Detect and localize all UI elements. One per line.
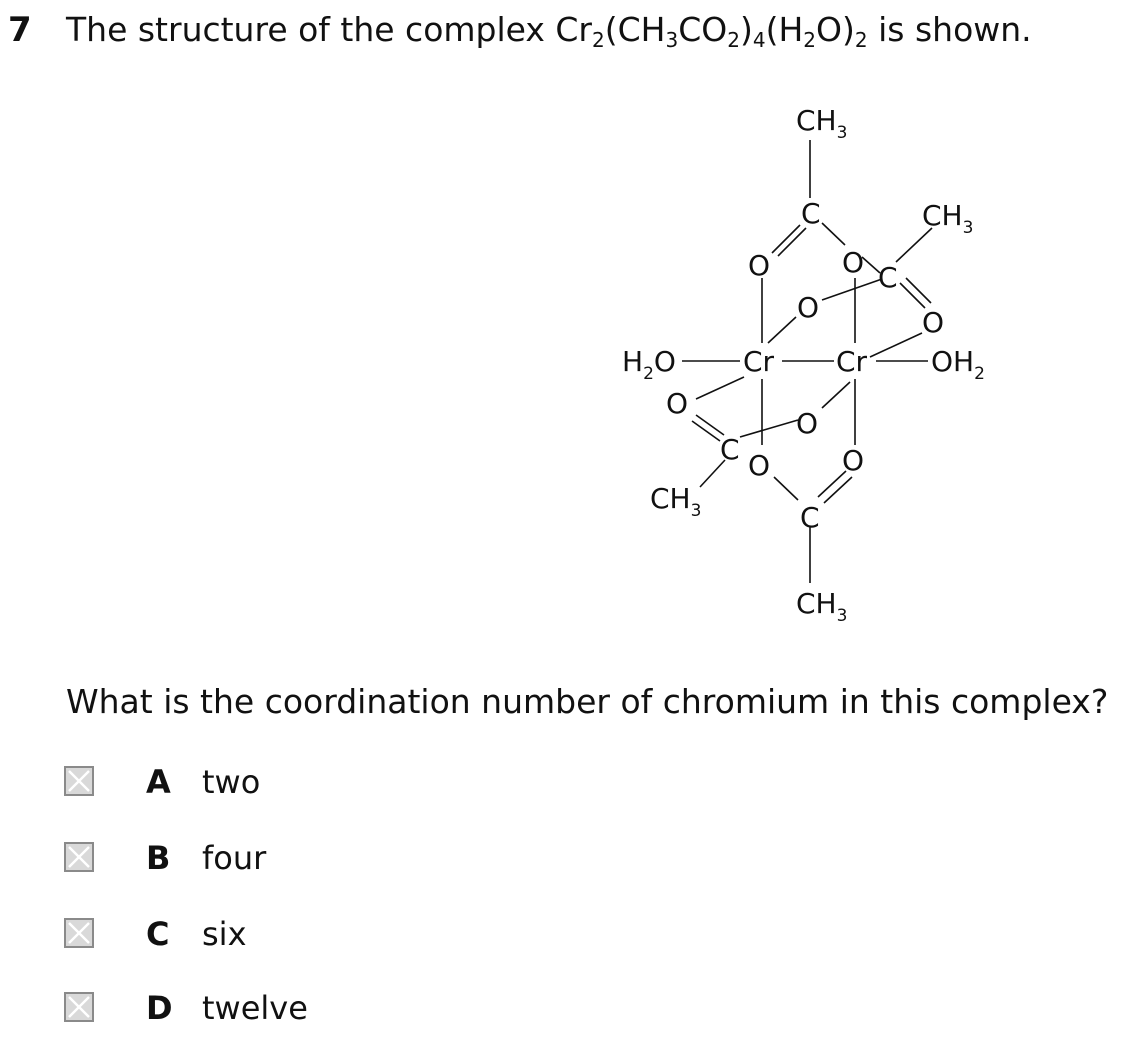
bond-c-ch3-right <box>896 228 932 262</box>
bond-c-o-right-a <box>900 283 925 308</box>
complex-structure-diagram <box>600 95 1020 635</box>
bond-c-o-top-right <box>822 223 845 245</box>
carbon-right: C <box>878 261 898 294</box>
option-text: six <box>202 915 247 953</box>
formula-segment: CO <box>678 10 728 49</box>
option-text: two <box>202 763 261 801</box>
formula-segment: ) <box>739 10 753 49</box>
stem-text-post: is shown. <box>867 10 1032 49</box>
oxygen-back-lower: O <box>796 407 819 440</box>
water-ligand-left: $H_2O$ <box>622 345 676 384</box>
methyl-left: $CH_3$ <box>650 482 702 521</box>
methyl-top: $CH_3$ <box>796 104 848 143</box>
bond-o-cr-back-lower <box>822 382 850 408</box>
option-letter: B <box>146 839 171 877</box>
bond-o-c-bottom-left <box>774 477 798 500</box>
bond-o-c-left-a <box>692 421 720 441</box>
methyl-right: $CH_3$ <box>922 199 974 238</box>
stem-text-pre: The structure of the complex Cr <box>66 10 593 49</box>
option-d[interactable] <box>64 986 464 1030</box>
bond-o-c-back-upper <box>822 279 882 300</box>
option-letter: D <box>146 989 173 1027</box>
formula-subscript: 2 <box>727 28 740 52</box>
question-number: 7 <box>8 10 32 50</box>
bond-c-o-right-b <box>906 278 931 303</box>
formula-subscript: 3 <box>665 28 679 52</box>
carbon-left: C <box>720 433 740 466</box>
chromium-left: Cr <box>743 345 775 378</box>
methyl-bottom: $CH_3$ <box>796 587 848 626</box>
formula-subscript: 2 <box>592 28 605 52</box>
option-letter: C <box>146 915 170 953</box>
formula-segment: (CH <box>604 10 666 49</box>
question-prompt: What is the coordination number of chromium in this complex? <box>66 682 1109 721</box>
option-letter: A <box>146 763 171 801</box>
oxygen-bottom-right: O <box>842 444 865 477</box>
option-a[interactable] <box>64 760 464 804</box>
formula-subscript: 2 <box>803 28 817 52</box>
chromium-right: Cr <box>836 345 868 378</box>
formula-subscript: 4 <box>752 28 766 52</box>
bond-o-c-left-b <box>696 415 724 435</box>
bond-cr-o-back-upper <box>768 317 796 343</box>
crossed-box-icon[interactable] <box>64 918 94 948</box>
bond-c-o-bottom-right-b <box>824 477 852 503</box>
bond-o-cr-right-side <box>870 333 922 357</box>
oxygen-top-right: O <box>842 246 865 279</box>
formula-segment: O) <box>816 10 855 49</box>
bond-c-o-back-lower <box>740 420 798 437</box>
question-stem <box>66 8 1032 52</box>
option-b[interactable] <box>64 836 464 880</box>
bond-cr-o-left-side <box>696 377 744 399</box>
option-text: twelve <box>202 989 308 1027</box>
carbon-top: C <box>801 197 821 230</box>
option-text: four <box>202 839 267 877</box>
crossed-box-icon[interactable] <box>64 766 94 796</box>
oxygen-top-left: O <box>748 249 771 282</box>
oxygen-bottom-left: O <box>748 449 771 482</box>
crossed-box-icon[interactable] <box>64 992 94 1022</box>
formula-segment: (H <box>765 10 804 49</box>
option-c[interactable] <box>64 912 464 956</box>
crossed-box-icon[interactable] <box>64 842 94 872</box>
oxygen-right: O <box>922 306 945 339</box>
atom-labels <box>622 104 985 626</box>
water-ligand-right: $OH_2$ <box>931 345 985 384</box>
carbon-bottom: C <box>800 501 820 534</box>
oxygen-left: O <box>666 387 689 420</box>
formula-subscript: 2 <box>854 28 868 52</box>
complex-formula <box>592 10 868 52</box>
oxygen-back-upper: O <box>797 291 820 324</box>
